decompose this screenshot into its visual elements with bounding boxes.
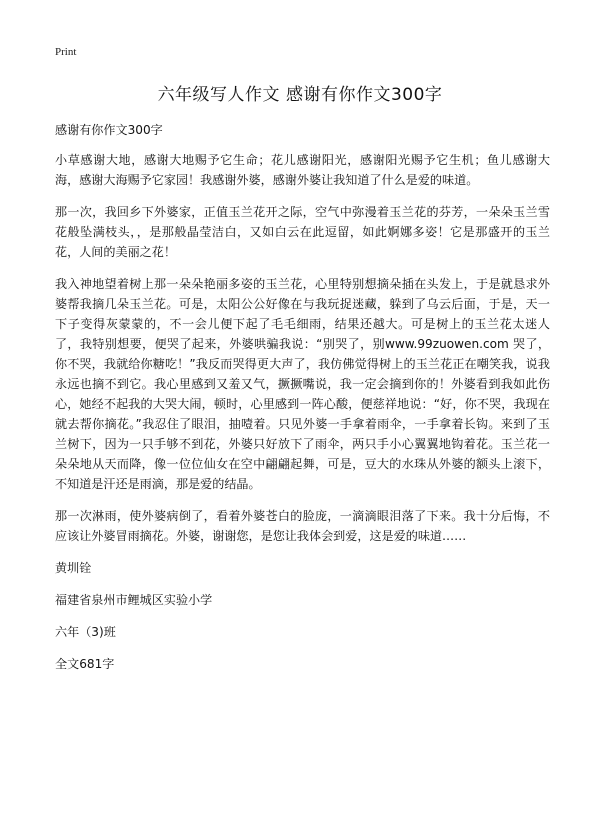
author-name: 黄圳铨 bbox=[55, 561, 92, 575]
paragraph-2: 那一次，我回乡下外婆家，正值玉兰花开之际，空气中弥漫着玉兰花的芬芳，一朵朵玉兰雪花般坠满枝头，，是那般晶莹洁白，又如白云在此逗留，如此婀娜多姿！它是那盛开的玉兰花，人间的美丽之花！ bbox=[55, 205, 550, 259]
print-link[interactable]: Print bbox=[55, 46, 77, 58]
article-body bbox=[55, 120, 550, 686]
word-count: 全文681字 bbox=[55, 657, 115, 671]
article-subtitle: 感谢有你作文300字 bbox=[55, 123, 163, 137]
paragraph-3: 我入神地望着树上那一朵朵艳丽多姿的玉兰花，心里特别想摘朵插在头发上，于是就恳求外婆帮我摘几朵玉兰花。可是，太阳公公好像在与我玩捉迷藏，躲到了乌云后面，于是，天一下子变得灰蒙蒙的，不一会儿便下起了毛毛细雨，结果还越大。可是树上的玉兰花太迷人了，我特别想要，便哭了起来，外婆哄骗我说：“别哭了，别www.99zuowen.com 哭了，你不哭，我就给你糖吃！”我反而哭得更大声了，我仿佛觉得树上的玉兰花正在嘲笑我，说我永远也摘不到它。我心里感到又羞又气，撅撅嘴说，我一定会摘到你的！外婆看到我如此伤心，她经不起我的大哭大闹，顿时，心里感到一阵心酸，便慈祥地说：“好，你不哭，我现在就去帮你摘花。”我忍住了眼泪，抽噎着。只见外婆一手拿着雨伞，一手拿着长钩。来到了玉兰树下，因为一只手够不到花，外婆只好放下了雨伞，两只手小心翼翼地钩着花。玉兰花一朵朵地从天而降，像一位位仙女在空中翩翩起舞，可是，豆大的水珠从外婆的额头上滚下，不知道是汗还是雨滴，那是爱的结晶。 bbox=[55, 277, 550, 491]
article-title: 六年级写人作文 感谢有你作文300字 bbox=[157, 85, 443, 105]
school-name: 福建省泉州市鲤城区实验小学 bbox=[55, 593, 213, 607]
paragraph-4: 那一次淋雨，使外婆病倒了，看着外婆苍白的脸庞，一滴滴眼泪落了下来。我十分后悔，不应该让外婆冒雨摘花。外婆，谢谢您，是您让我体会到爱，这是爱的味道…… bbox=[55, 509, 550, 543]
paragraph-1: 小草感谢大地，感谢大地赐予它生命；花儿感谢阳光，感谢阳光赐予它生机；鱼儿感谢大海，感谢大海赐予它家园！我感谢外婆，感谢外婆让我知道了什么是爱的味道。 bbox=[55, 153, 550, 187]
class-name: 六年（3)班 bbox=[55, 625, 116, 639]
